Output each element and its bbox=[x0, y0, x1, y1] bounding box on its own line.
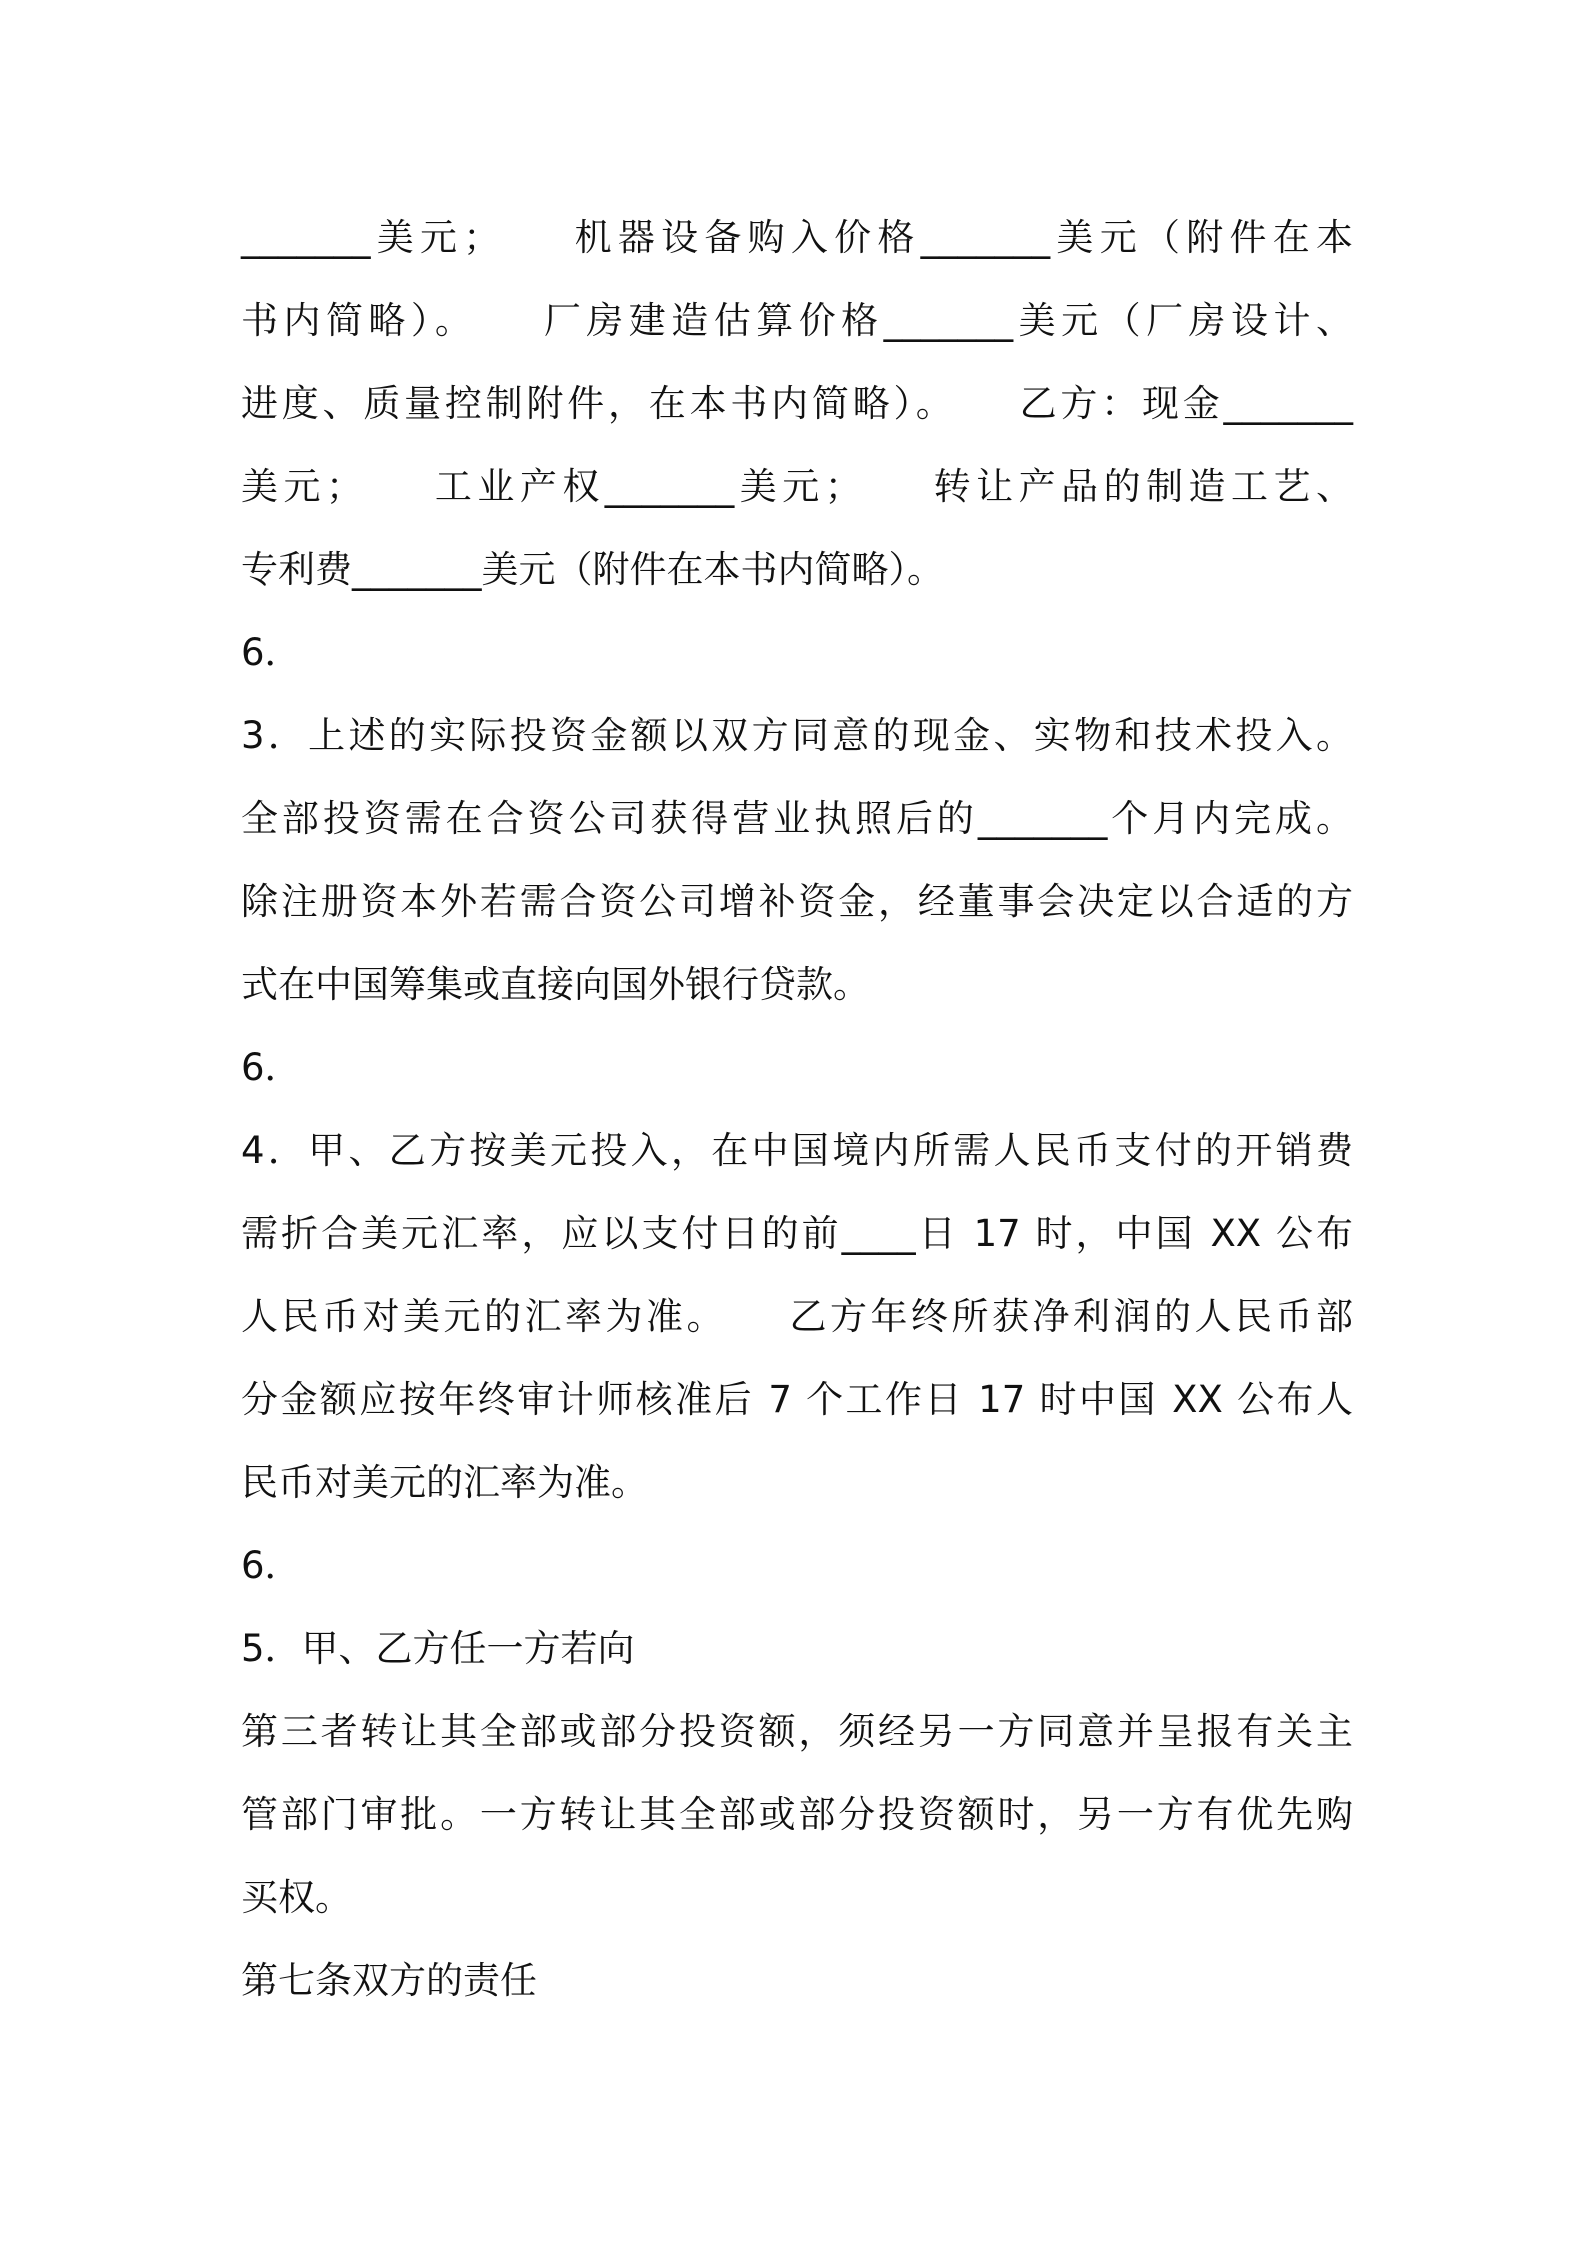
text-line: 式在中国筹集或直接向国外银行贷款。 bbox=[241, 963, 870, 1006]
text-line: 民币对美元的汇率为准。 bbox=[241, 1461, 648, 1504]
text-line: 需折合美元汇率，应以支付日的前____日 17 时，中国 XX 公布 bbox=[241, 1212, 1353, 1255]
text-line: 第三者转让其全部或部分投资额，须经另一方同意并呈报有关主 bbox=[241, 1710, 1353, 1753]
text-line: 进度、质量控制附件，在本书内简略）。 乙方：现金_______ bbox=[241, 382, 1353, 425]
text-line: 管部门审批。一方转让其全部或部分投资额时，另一方有优先购 bbox=[241, 1793, 1353, 1836]
text-line: 4．甲、乙方按美元投入，在中国境内所需人民币支付的开销费 bbox=[241, 1129, 1353, 1172]
text-line: 5．甲、乙方任一方若向 bbox=[241, 1627, 635, 1670]
article-heading: 第七条双方的责任 bbox=[241, 1959, 537, 2002]
text-line: 除注册资本外若需合资公司增补资金，经董事会决定以合适的方 bbox=[241, 880, 1353, 923]
text-line: 买权。 bbox=[241, 1876, 352, 1919]
text-line: 专利费_______美元（附件在本书内简略）。 bbox=[241, 548, 944, 591]
section-number: 6． bbox=[241, 1046, 302, 1089]
document-body bbox=[241, 196, 1353, 2022]
text-line: 书内简略）。 厂房建造估算价格_______美元（厂房设计、 bbox=[241, 299, 1353, 342]
text-line: 分金额应按年终审计师核准后 7 个工作日 17 时中国 XX 公布人 bbox=[241, 1378, 1353, 1421]
text-line: 3．上述的实际投资金额以双方同意的现金、实物和技术投入。 bbox=[241, 714, 1353, 757]
text-line: 美元； 工业产权_______美元； 转让产品的制造工艺、 bbox=[241, 465, 1353, 508]
text-line: _______美元； 机器设备购入价格_______美元（附件在本 bbox=[241, 216, 1353, 259]
text-line: 人民币对美元的汇率为准。 乙方年终所获净利润的人民币部 bbox=[241, 1295, 1353, 1338]
section-number: 6． bbox=[241, 1544, 302, 1587]
section-number: 6． bbox=[241, 631, 302, 674]
text-line: 全部投资需在合资公司获得营业执照后的_______个月内完成。 bbox=[241, 797, 1353, 840]
